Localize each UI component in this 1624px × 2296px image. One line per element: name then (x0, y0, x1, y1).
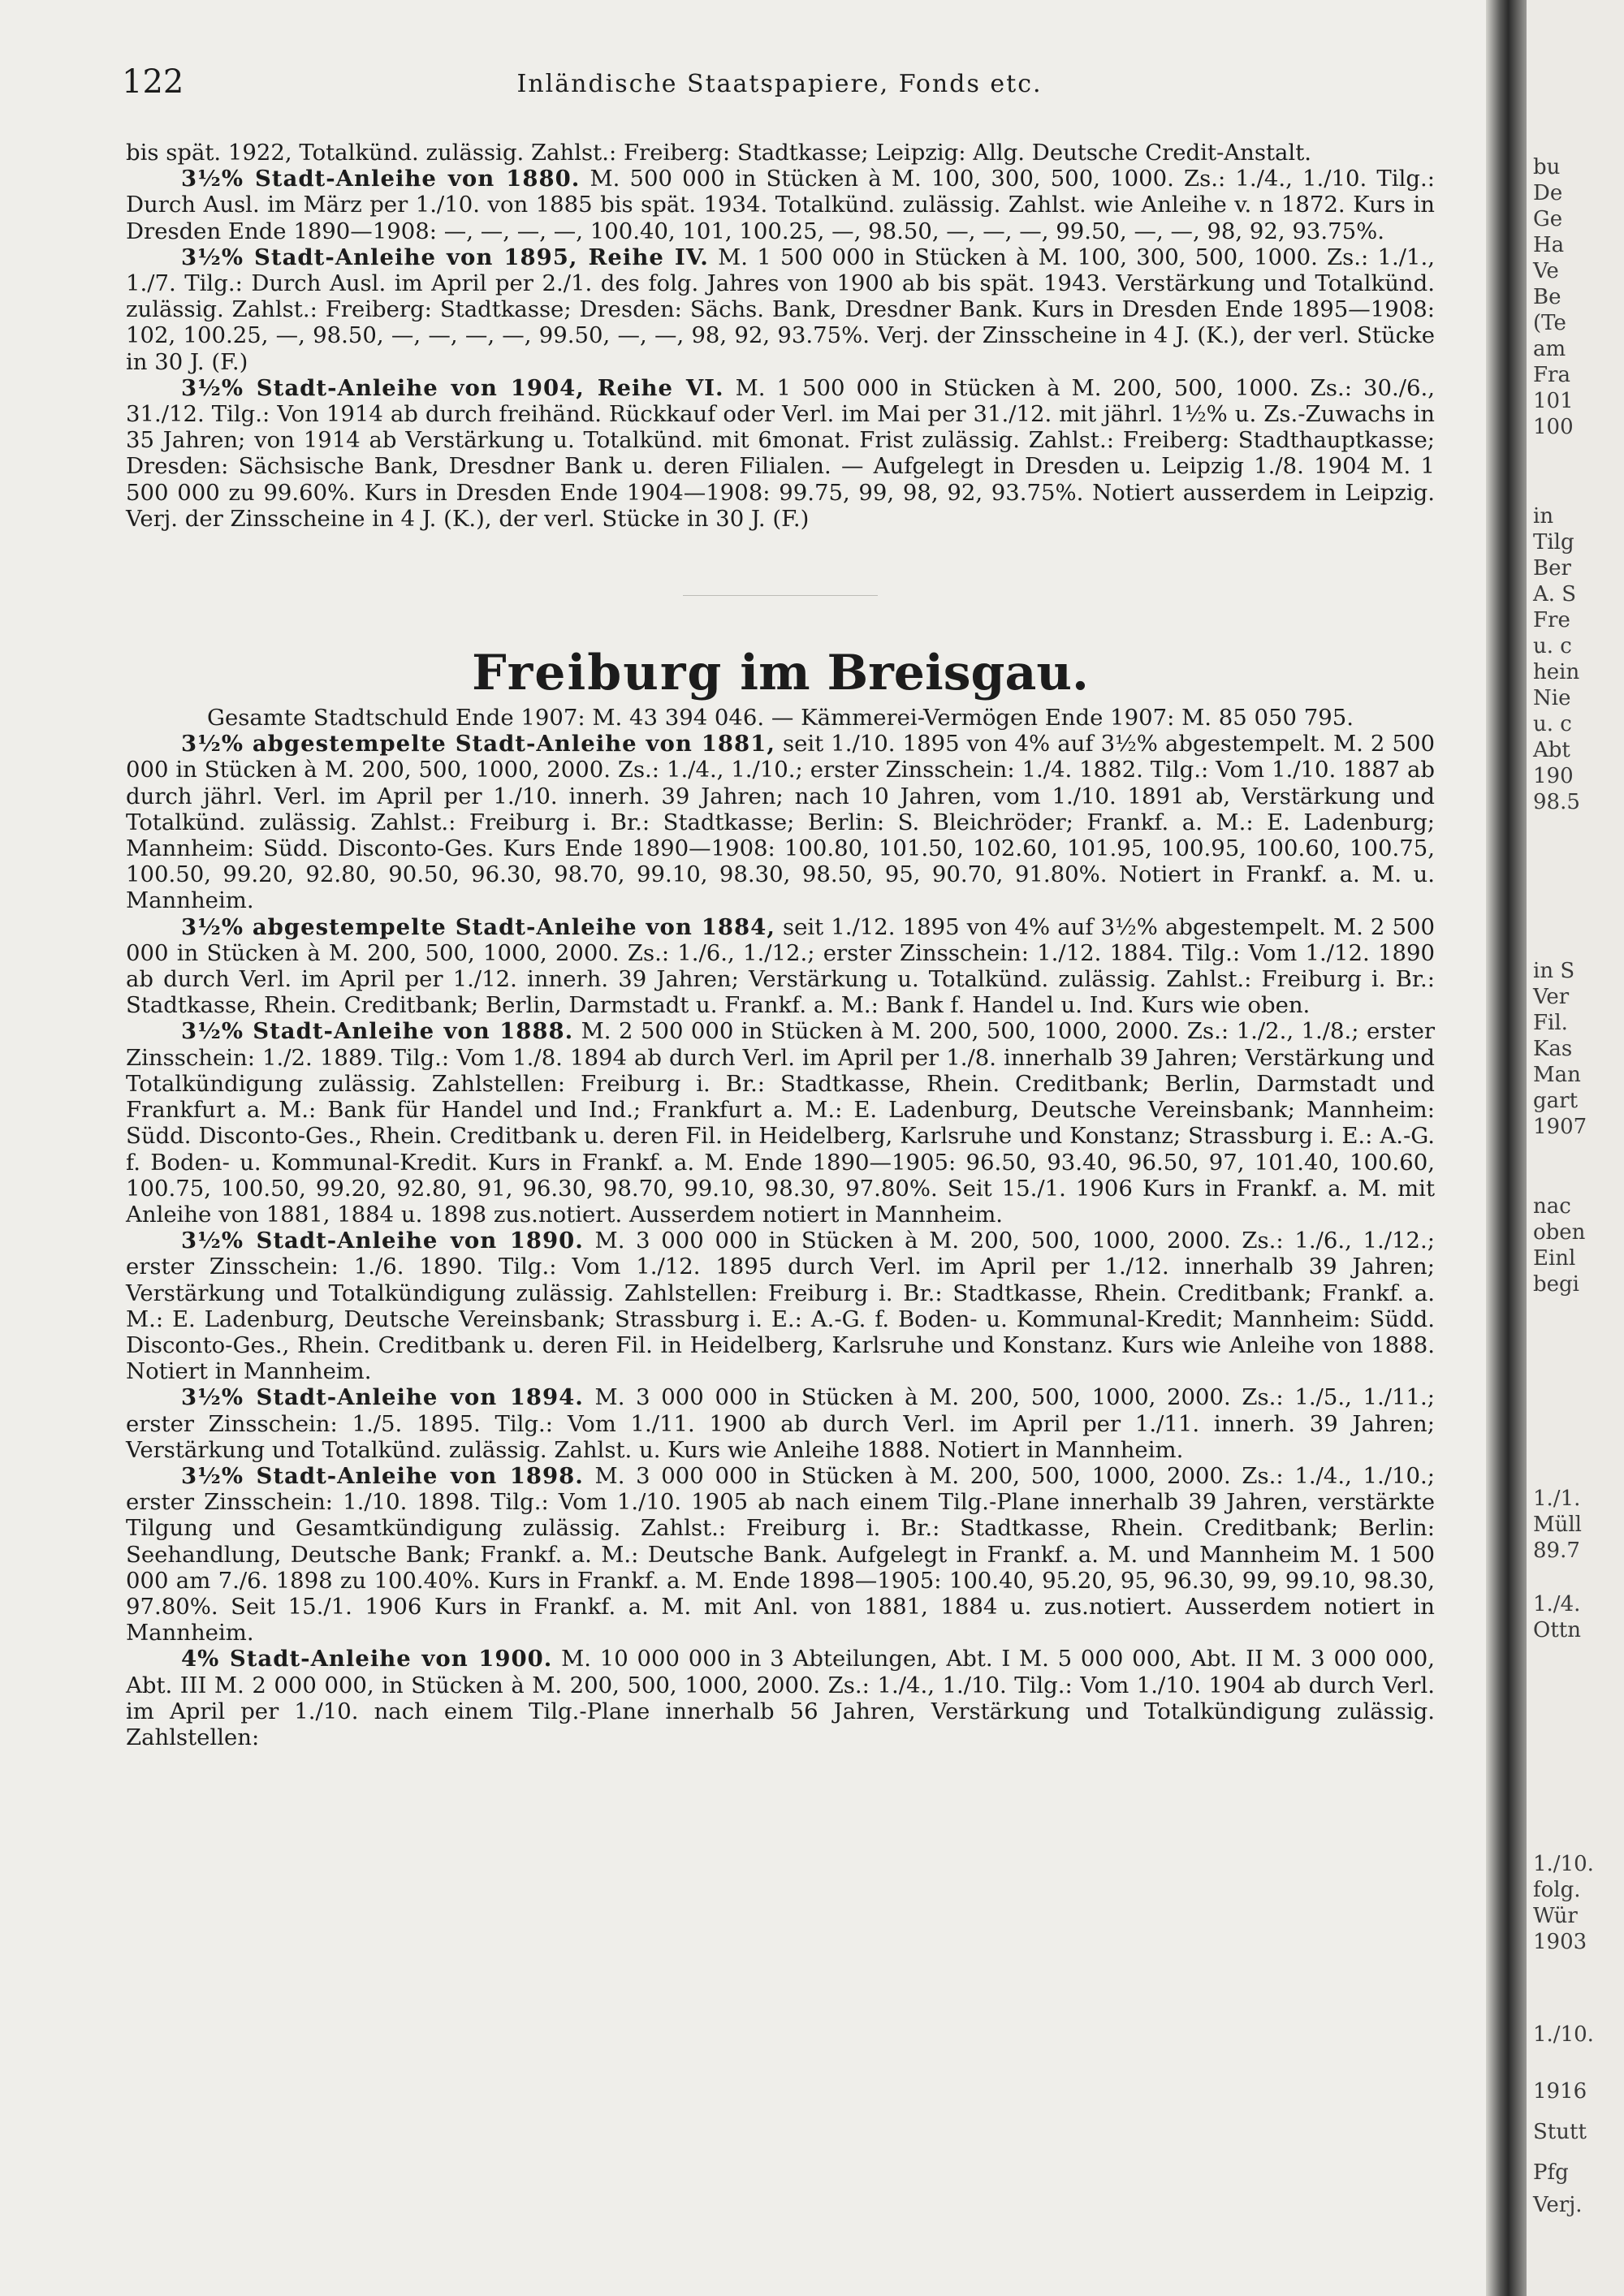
adjacent-page-fragment: 1./1. (1533, 1487, 1581, 1511)
adjacent-page-fragment: begi (1533, 1272, 1579, 1297)
loan-entry-freiburg-1898 (126, 1463, 1435, 1646)
loan-heading: 3½% Stadt-Anleihe von 1895, Reihe IV. (181, 244, 709, 270)
adjacent-page-fragment: 1907 (1533, 1115, 1587, 1139)
adjacent-page-fragment: gart (1533, 1089, 1579, 1113)
adjacent-page-edge (1527, 0, 1624, 2296)
adjacent-page-fragment: 1./4. (1533, 1592, 1581, 1616)
section-divider (683, 595, 878, 596)
section-title (126, 646, 1435, 700)
adjacent-page-fragment: Tilg (1533, 530, 1574, 555)
adjacent-page-fragment: Wür (1533, 1904, 1578, 1928)
loan-heading: 3½% Stadt-Anleihe von 1894. (181, 1384, 584, 1411)
running-title: Inländische Staatspapiere, Fonds etc. (516, 70, 1043, 98)
loan-entry-freiburg-1894 (126, 1384, 1435, 1463)
loan-body: M. 500 000 in Stücken à M. 100, 300, 500, 1000. Zs.: 1./4., 1./10. Tilg.: Durch Ausl. im März per 1./10. von 1885 bis spät. 1934. Totalkünd. zulässig. Zahlst. wie Anleihe v. n 1872. Kurs in Dresden Ende 1890—1908: —, —, —, —, 100.40, 101, 100.25, —, 98.50, —, —, —, 99.50, —, —, 98, 92, 93.75%. (126, 166, 1435, 244)
loan-heading: 3½% Stadt-Anleihe von 1904, Reihe VI. (181, 374, 724, 401)
loan-heading: 3½% abgestempelte Stadt-Anleihe von 1881, (181, 731, 775, 757)
adjacent-page-fragment: in (1533, 504, 1554, 529)
debt-summary-line: Gesamte Stadtschuld Ende 1907: M. 43 394 046. — Kämmerei-Vermögen Ende 1907: M. 85 050 795. (207, 705, 1354, 732)
adjacent-page-fragment: 101 (1533, 389, 1574, 413)
loan-body: M. 1 500 000 in Stücken à M. 200, 500, 1000. Zs.: 30./6., 31./12. Tilg.: Von 1914 ab durch freihänd. Rückkauf oder Verl. im Mai per 31./12. mit jährl. 1½% u. Zs.-Zuwachs in 35 Jahren; von 1914 ab Verstärkung u. Totalkünd. mit 6monat. Frist zulässig. Zahlst.: Freiberg: Stadthauptkasse; Dresden: Sächsische Bank, Dresdner Bank u. deren Filialen. — Aufgelegt in Dresden u. Leipzig 1./8. 1904 M. 1 500 000 zu 99.60%. Kurs in Dresden Ende 1904—1908: 99.75, 99, 98, 92, 93.75%. Notiert ausserdem in Leipzig. Verj. der Zinsscheine in 4 J. (K.), der verl. Stücke in 30 J. (F.) (126, 374, 1436, 532)
continuation-paragraph: bis spät. 1922, Totalkünd. zulässig. Zahlst.: Freiberg: Stadtkasse; Leipzig: Allg. Deutsche Credit-Anstalt. (126, 140, 1312, 166)
adjacent-page-fragment: Ve (1533, 259, 1559, 283)
loan-body: M. 2 500 000 in Stücken à M. 200, 500, 1000, 2000. Zs.: 1./2., 1./8.; erster Zinsschein: 1./2. 1889. Tilg.: Vom 1./8. 1894 ab durch Verl. im April per 1./8. innerhalb 39 Jahren; Verstärkung und Totalkündigung zulässig. Zahlstellen: Freiburg i. Br.: Stadtkasse, Rhein. Creditbank; Berlin, Darmstadt und Frankfurt a. M.: Bank für Handel und Ind.; Frankfurt a. M.: E. Ladenburg, Deutsche Vereinsbank; Mannheim: Südd. Disconto-Ges., Rhein. Creditbank u. deren Fil. in Heidelberg, Karlsruhe und Konstanz; Strassburg i. E.: A.-G. f. Boden- u. Kommunal-Kredit. Kurs in Frankf. a. M. Ende 1890—1905: 96.50, 93.40, 96.50, 97, 101.40, 100.60, 100.75, 100.50, 99.20, 92.80, 91, 96.30, 98.70, 99.10, 98.30, 97.80%. Seit 15./1. 1906 Kurs in Frankf. a. M. mit Anleihe von 1881, 1884 u. 1898 zus.notiert. Ausserdem notiert in Mannheim. (126, 1018, 1435, 1228)
adjacent-page-fragment: De (1533, 181, 1563, 205)
adjacent-page-fragment: Kas (1533, 1037, 1573, 1061)
adjacent-page-fragment: Abt (1533, 738, 1570, 762)
loan-entry-freiburg-1900 (126, 1646, 1435, 1750)
adjacent-page-fragment: u. c (1533, 634, 1572, 658)
loan-entry-freiberg-1895 (126, 244, 1435, 375)
adjacent-page-fragment: Fil. (1533, 1011, 1568, 1035)
loan-body: seit 1./10. 1895 von 4% auf 3½% abgestempelt. M. 2 500 000 in Stücken à M. 200, 500, 1000, 2000. Zs.: 1./4., 1./10.; erster Zinsschein: 1./4. 1882. Tilg.: Vom 1./10. 1887 ab durch jährl. Verl. im April per 1./10. innerh. 39 Jahren; nach 10 Jahren, vom 1./10. 1891 ab, Verstärkung und Totalkünd. zulässig. Zahlst.: Freiburg i. Br.: Stadtkasse; Berlin: S. Bleichröder; Frankf. a. M.: E. Ladenburg; Mannheim: Südd. Disconto-Ges. Kurs Ende 1890—1908: 100.80, 101.50, 102.60, 101.95, 100.95, 100.60, 100.75, 100.50, 99.20, 92.80, 90.50, 96.30, 98.70, 99.10, 98.30, 98.50, 95, 90.70, 91.80%. Notiert in Frankf. a. M. u. Mannheim. (126, 731, 1435, 914)
loan-body: M. 3 000 000 in Stücken à M. 200, 500, 1000, 2000. Zs.: 1./6., 1./12.; erster Zinsschein: 1./6. 1890. Tilg.: Vom 1./12. 1895 durch Verl. im April per 1./12. innerhalb 39 Jahren; Verstärkung und Totalkündigung zulässig. Zahlstellen: Freiburg i. Br.: Stadtkasse, Rhein. Creditbank; Frankf. a. M.: E. Ladenburg, Deutsche Vereinsbank; Strassburg i. E.: A.-G. f. Boden- u. Kommunal-Kredit; Mannheim: Südd. Disconto-Ges., Rhein. Creditbank u. deren Fil. in Heidelberg, Karlsruhe und Konstanz. Kurs wie Anleihe von 1888. Notiert in Mannheim. (126, 1228, 1435, 1385)
book-gutter (1486, 0, 1527, 2296)
page-content (126, 140, 1435, 1750)
loan-body: M. 1 500 000 in Stücken à M. 100, 300, 500, 1000. Zs.: 1./1., 1./7. Tilg.: Durch Ausl. im April per 2./1. des folg. Jahres von 1900 ab bis spät. 1943. Verstärkung und Totalkünd. zulässig. Zahlst.: Freiberg: Stadtkasse; Dresden: Sächs. Bank, Dresdner Bank. Kurs in Dresden Ende 1895—1908: 102, 100.25, —, 98.50, —, —, —, —, 99.50, —, —, 98, 92, 93.75%. Verj. der Zinsscheine in 4 J. (K.), der verl. Stücke in 30 J. (F.) (126, 244, 1436, 375)
adjacent-page-fragment: bu (1533, 155, 1561, 179)
section-title-main: Freiburg (472, 645, 723, 702)
loan-entry-freiburg-1881 (126, 731, 1435, 913)
adjacent-page-fragment: u. c (1533, 712, 1572, 736)
loan-entry-freiburg-1884 (126, 914, 1435, 1019)
loan-entry-freiberg-1904 (126, 375, 1435, 532)
loan-entry-freiburg-1890 (126, 1228, 1435, 1384)
adjacent-page-fragment: Ottn (1533, 1618, 1581, 1642)
loan-heading: 3½% abgestempelte Stadt-Anleihe von 1884, (181, 913, 775, 940)
adjacent-page-fragment: 190 (1533, 764, 1574, 788)
adjacent-page-fragment: A. S (1533, 582, 1577, 606)
page-header (122, 63, 1437, 104)
adjacent-page-fragment: 98.5 (1533, 790, 1580, 814)
loan-entry-freiberg-1880 (126, 166, 1435, 244)
loan-body: M. 3 000 000 in Stücken à M. 200, 500, 1000, 2000. Zs.: 1./4., 1./10.; erster Zinsschein: 1./10. 1898. Tilg.: Vom 1./10. 1905 ab nach einem Tilg.-Plane innerhalb 39 Jahren, verstärkte Tilgung und Gesamtkündigung zulässig. Zahlst.: Freiburg i. Br.: Stadtkasse, Rhein. Creditbank; Berlin: Seehandlung, Deutsche Bank; Frankf. a. M.: Deutsche Bank. Aufgelegt in Frankf. a. M. und Mannheim M. 1 500 000 am 7./6. 1898 zu 100.40%. Kurs in Frankf. a. M. Ende 1898—1905: 100.40, 95.20, 95, 96.30, 99, 99.10, 98.30, 97.80%. Seit 15./1. 1906 Kurs in Frankf. a. M. mit Anl. von 1881, 1884 u. zus.notiert. Ausserdem notiert in Mannheim. (126, 1462, 1435, 1646)
adjacent-page-fragment: Nie (1533, 686, 1571, 710)
adjacent-page-fragment: Stutt (1533, 2120, 1587, 2144)
adjacent-page-fragment: Ber (1533, 556, 1571, 580)
adjacent-page-fragment: 100 (1533, 415, 1574, 439)
adjacent-page-fragment: Ge (1533, 207, 1563, 231)
adjacent-page-fragment: in S (1533, 959, 1575, 983)
loan-heading: 3½% Stadt-Anleihe von 1898. (181, 1462, 584, 1489)
adjacent-page-fragment: nac (1533, 1194, 1571, 1219)
adjacent-page-fragment: Müll (1533, 1513, 1582, 1537)
adjacent-page-fragment: 1916 (1533, 2079, 1587, 2104)
adjacent-page-fragment: Ha (1533, 233, 1565, 257)
adjacent-page-fragment: Ver (1533, 985, 1570, 1009)
adjacent-page-fragment: Fre (1533, 608, 1570, 632)
adjacent-page-fragment: hein (1533, 660, 1580, 684)
adjacent-page-fragment: 1903 (1533, 1930, 1587, 1954)
loan-body: M. 3 000 000 in Stücken à M. 200, 500, 1000, 2000. Zs.: 1./5., 1./11.; erster Zinsschein: 1./5. 1895. Tilg.: Vom 1./11. 1900 ab durch Verl. im April per 1./11. innerh. 39 Jahren; Verstärkung und Totalkünd. zulässig. Zahlst. u. Kurs wie Anleihe 1888. Notiert in Mannheim. (126, 1384, 1435, 1463)
adjacent-page-fragment: 1./10. (1533, 2022, 1594, 2047)
adjacent-page-fragment: Verj. (1533, 2193, 1583, 2217)
loan-heading: 4% Stadt-Anleihe von 1900. (181, 1646, 553, 1672)
loan-entry-freiburg-1888 (126, 1018, 1435, 1228)
adjacent-page-fragment: oben (1533, 1220, 1586, 1245)
adjacent-page-fragment: Fra (1533, 363, 1570, 387)
adjacent-page-fragment: 1./10. (1533, 1852, 1594, 1876)
loan-heading: 3½% Stadt-Anleihe von 1880. (181, 166, 581, 192)
section-title-rest: im Breisgau. (723, 645, 1089, 702)
adjacent-page-fragment: folg. (1533, 1878, 1581, 1902)
loan-body: M. 10 000 000 in 3 Abteilungen, Abt. I M. 5 000 000, Abt. II M. 3 000 000, Abt. III M. 2 000 000, in Stücken à M. 200, 500, 1000, 2000. Zs.: 1./4., 1./10. Tilg.: Vom 1./10. 1904 ab durch Verl. im April per 1./10. nach einem Tilg.-Plane innerhalb 56 Jahren, Verstärkung und Totalkündigung zulässig. Zahlstellen: (126, 1646, 1435, 1750)
adjacent-page-fragment: Be (1533, 285, 1561, 309)
loan-heading: 3½% Stadt-Anleihe von 1890. (181, 1228, 584, 1254)
adjacent-page-fragment: Pfg (1533, 2160, 1569, 2185)
adjacent-page-fragment: Man (1533, 1063, 1581, 1087)
adjacent-page-fragment: am (1533, 337, 1566, 361)
loan-body: seit 1./12. 1895 von 4% auf 3½% abgestempelt. M. 2 500 000 in Stücken à M. 200, 500, 1000, 2000. Zs.: 1./6., 1./12.; erster Zinsschein: 1./12. 1884. Tilg.: Vom 1./12. 1890 ab durch Verl. im April per 1./12. innerh. 39 Jahren; Verstärkung u. Totalkünd. zulässig. Zahlst.: Freiburg i. Br.: Stadtkasse, Rhein. Creditbank; Berlin, Darmstadt u. Frankf. a. M.: Bank f. Handel u. Ind. Kurs wie oben. (126, 913, 1435, 1019)
adjacent-page-fragment: 89.7 (1533, 1539, 1580, 1563)
page-number: 122 (122, 63, 184, 101)
loan-heading: 3½% Stadt-Anleihe von 1888. (181, 1018, 574, 1045)
adjacent-page-fragment: Einl (1533, 1246, 1576, 1271)
adjacent-page-fragment: (Te (1533, 311, 1566, 335)
